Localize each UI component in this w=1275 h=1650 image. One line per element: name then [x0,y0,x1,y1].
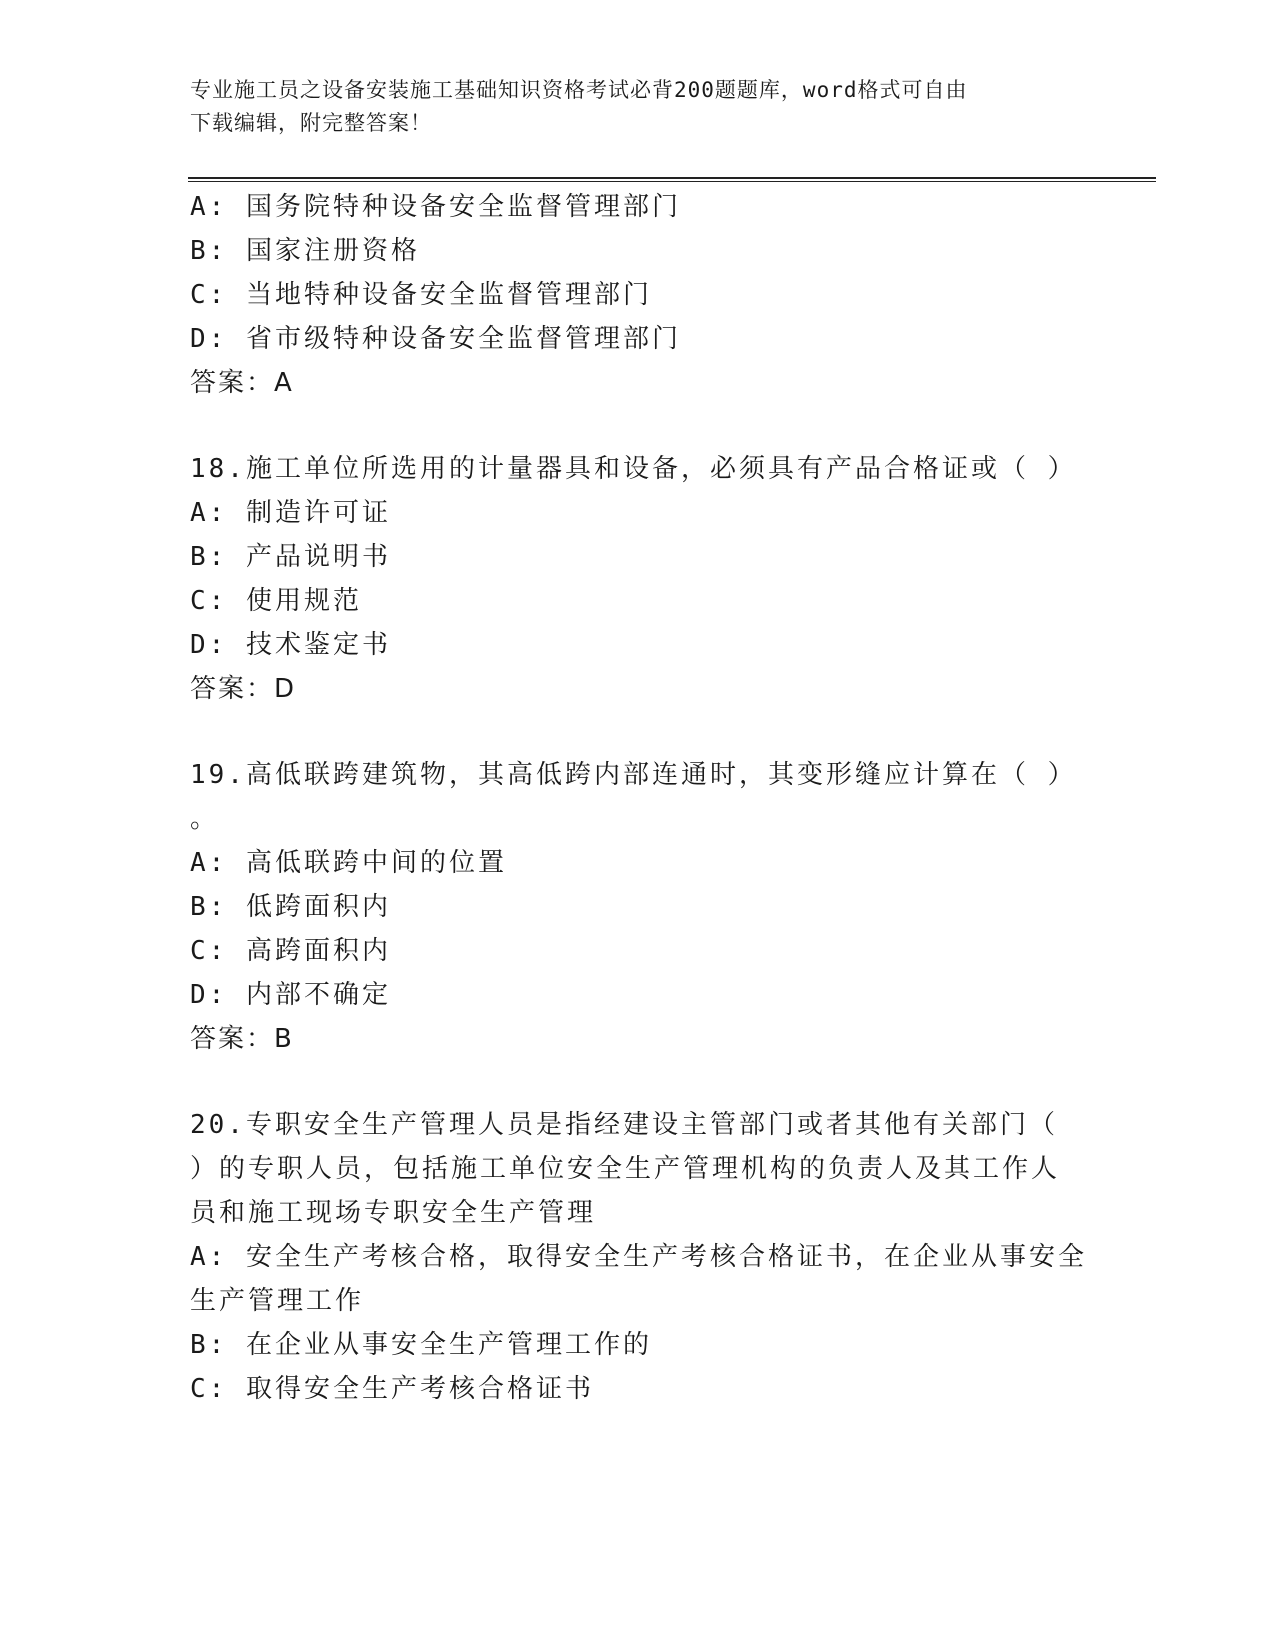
q19-option-c: C: 高跨面积内 [190,936,391,966]
header-divider [188,177,1156,182]
q20-question-line-2: ）的专职人员，包括施工单位安全生产管理机构的负责人及其工作人 [190,1154,1061,1184]
q17-option-b: B: 国家注册资格 [190,236,420,266]
q18-option-d: D: 技术鉴定书 [190,630,391,660]
q18-option-a: A: 制造许可证 [190,498,391,528]
header-line-1: 专业施工员之设备安装施工基础知识资格考试必背200题题库，word格式可自由 [190,78,968,102]
q20-option-a-cont: 生产管理工作 [190,1286,365,1316]
q20-question-line-3: 员和施工现场专职安全生产管理 [190,1198,597,1228]
q19-option-a: A: 高低联跨中间的位置 [190,848,507,878]
q20-option-c: C: 取得安全生产考核合格证书 [190,1374,594,1404]
header-line-2: 下载编辑，附完整答案！ [190,111,432,135]
q17-answer: 答案：A [190,368,294,398]
q18-option-c: C: 使用规范 [190,586,362,616]
q17-option-d: D: 省市级特种设备安全监督管理部门 [190,324,681,354]
q17-option-c: C: 当地特种设备安全监督管理部门 [190,280,652,310]
q20-option-b: B: 在企业从事安全生产管理工作的 [190,1330,652,1360]
q19-option-d: D: 内部不确定 [190,980,391,1010]
q18-question: 18.施工单位所选用的计量器具和设备，必须具有产品合格证或（ ） [190,454,1077,484]
q18-option-b: B: 产品说明书 [190,542,391,572]
q19-answer: 答案：B [190,1024,294,1054]
document-header [190,74,1090,140]
q20-option-a: A: 安全生产考核合格，取得安全生产考核合格证书，在企业从事安全 [190,1242,1087,1272]
q19-option-b: B: 低跨面积内 [190,892,391,922]
q19-question-line-1: 19.高低联跨建筑物，其高低跨内部连通时，其变形缝应计算在（ ） [190,760,1077,790]
q18-answer: 答案：D [190,674,297,704]
q19-question-line-2: 。 [190,804,220,834]
q20-question-line-1: 20.专职安全生产管理人员是指经建设主管部门或者其他有关部门（ [190,1110,1058,1140]
q17-option-a: A: 国务院特种设备安全监督管理部门 [190,192,681,222]
